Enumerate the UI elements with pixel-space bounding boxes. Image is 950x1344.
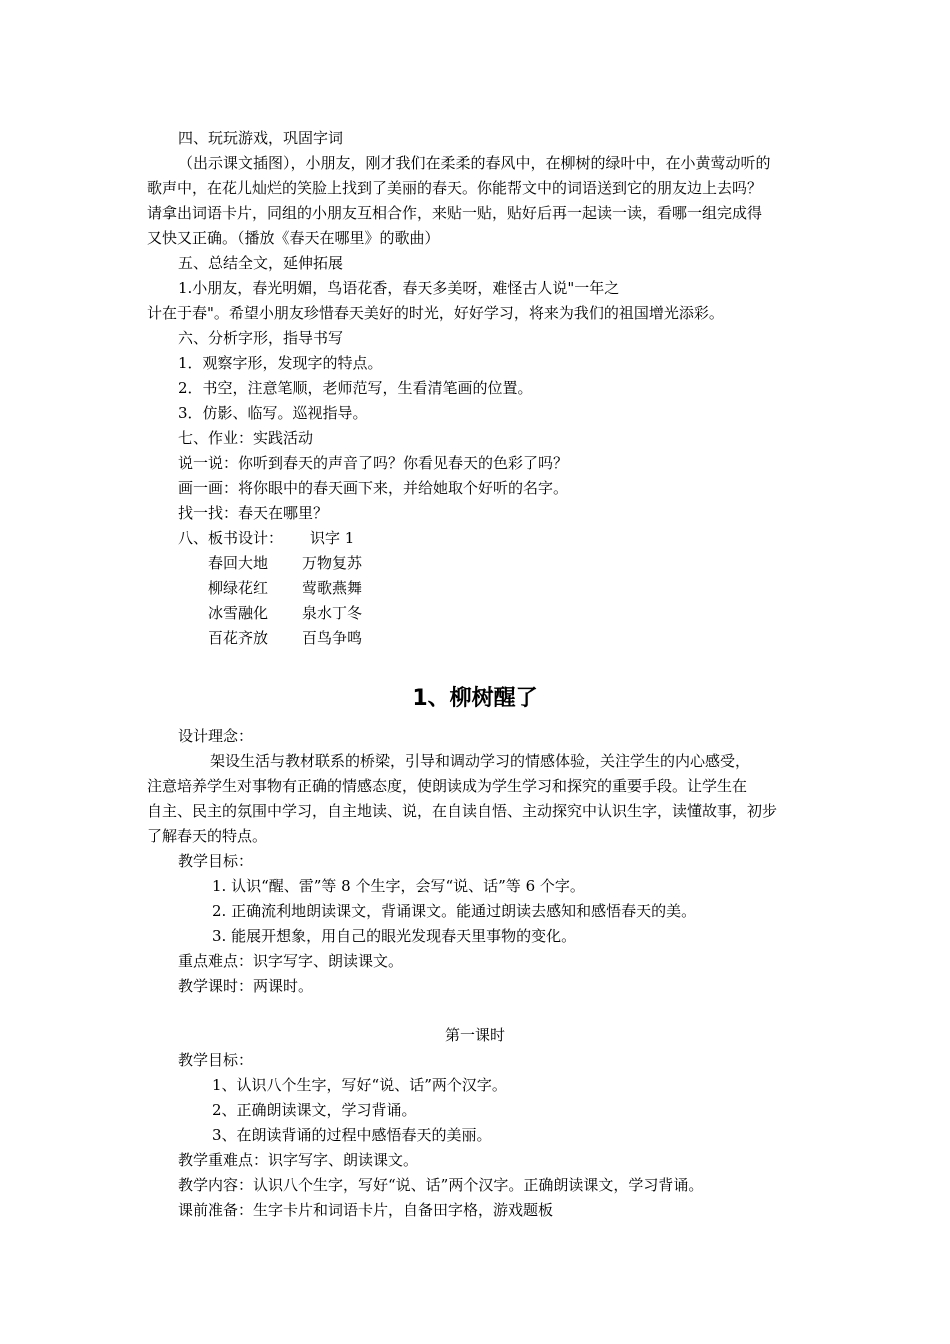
section6-item-2: 2．书空，注意笔顺，老师范写，生看清笔画的位置。 bbox=[178, 379, 533, 397]
section5-line-2: 计在于春"。希望小朋友珍惜春天美好的时光，好好学习，将来为我们的祖国增光添彩。 bbox=[147, 304, 724, 322]
section4-line-3: 请拿出词语卡片，同组的小朋友互相合作，来贴一贴，贴好后再一起读一读，看哪一组完成得 bbox=[147, 204, 763, 222]
section7-item-3: 找一找：春天在哪里？ bbox=[178, 504, 329, 522]
concept-line-4: 了解春天的特点。 bbox=[147, 827, 268, 845]
concept-label: 设计理念： bbox=[178, 727, 254, 745]
fp-goals-label: 教学目标： bbox=[178, 1051, 254, 1069]
concept-line-3: 自主、民主的氛围中学习，自主地读、说，在自读自悟、主动探究中认识生字，读懂故事，初步 bbox=[147, 802, 778, 820]
goal-item: 3. 能展开想象，用自己的眼光发现春天里事物的变化。 bbox=[212, 927, 577, 945]
class-periods: 教学课时：两课时。 bbox=[178, 977, 314, 995]
goal-item: 2. 正确流利地朗读课文，背诵课文。能通过朗读去感知和感悟春天的美。 bbox=[212, 902, 697, 920]
fp-key-points: 教学重难点：识字写字、朗读课文。 bbox=[178, 1151, 419, 1169]
concept-line-2: 注意培养学生对事物有正确的情感态度，使朗读成为学生学习和探究的重要手段。让学生在 bbox=[147, 777, 748, 795]
section6-item-3: 3．仿影、临写。巡视指导。 bbox=[178, 404, 368, 422]
goal-item: 1. 认识“醒、雷”等 8 个生字，会写“说、话”等 6 个字。 bbox=[212, 877, 585, 895]
key-points: 重点难点：识字写字、朗读课文。 bbox=[178, 952, 404, 970]
goals-label: 教学目标： bbox=[178, 852, 254, 870]
section8-heading: 八、板书设计： bbox=[178, 529, 284, 547]
section6-heading: 六、分析字形，指导书写 bbox=[178, 329, 344, 347]
board-cell: 冰雪融化 bbox=[208, 604, 269, 622]
section4-line-1: （出示课文插图），小朋友，刚才我们在柔柔的春风中，在柳树的绿叶中，在小黄莺动听的 bbox=[178, 154, 771, 172]
section4-heading: 四、玩玩游戏，巩固字词 bbox=[178, 129, 344, 147]
board-cell: 百鸟争鸣 bbox=[302, 629, 363, 647]
section4-line-2: 歌声中，在花儿灿烂的笑脸上找到了美丽的春天。你能帮文中的词语送到它的朋友边上去吗？ bbox=[147, 179, 763, 197]
board-cell: 柳绿花红 bbox=[208, 579, 269, 597]
first-period-title: 第一课时 bbox=[444, 1026, 505, 1044]
section5-line-1: 1.小朋友，春光明媚，鸟语花香，春天多美呀，难怪古人说"一年之 bbox=[178, 279, 620, 297]
board-cell: 百花齐放 bbox=[208, 629, 269, 647]
fp-goal-item: 1、认识八个生字，写好“说、话”两个汉字。 bbox=[212, 1076, 507, 1094]
section6-item-1: 1．观察字形，发现字的特点。 bbox=[178, 354, 383, 372]
board-cell: 万物复苏 bbox=[302, 554, 363, 572]
section4-line-4: 又快又正确。（播放《春天在哪里》的歌曲） bbox=[147, 229, 440, 247]
board-title: 识字 1 bbox=[310, 529, 355, 547]
board-cell: 泉水丁冬 bbox=[302, 604, 363, 622]
fp-goal-item: 3、在朗读背诵的过程中感悟春天的美丽。 bbox=[212, 1126, 492, 1144]
fp-goal-item: 2、正确朗读课文，学习背诵。 bbox=[212, 1101, 417, 1119]
section5-heading: 五、总结全文，延伸拓展 bbox=[178, 254, 344, 272]
section7-heading: 七、作业：实践活动 bbox=[178, 429, 314, 447]
board-cell: 莺歌燕舞 bbox=[302, 579, 363, 597]
board-cell: 春回大地 bbox=[208, 554, 269, 572]
section7-item-2: 画一画：将你眼中的春天画下来，并给她取个好听的名字。 bbox=[178, 479, 569, 497]
lesson-title: 1、柳树醒了 bbox=[412, 686, 538, 711]
concept-line-1: 架设生活与教材联系的桥梁，引导和调动学习的情感体验，关注学生的内心感受， bbox=[210, 752, 751, 770]
fp-prep: 课前准备：生字卡片和词语卡片，自备田字格，游戏题板 bbox=[178, 1201, 554, 1219]
section7-item-1: 说一说：你听到春天的声音了吗？你看见春天的色彩了吗？ bbox=[178, 454, 569, 472]
fp-content: 教学内容：认识八个生字，写好“说、话”两个汉字。正确朗读课文，学习背诵。 bbox=[178, 1176, 704, 1194]
